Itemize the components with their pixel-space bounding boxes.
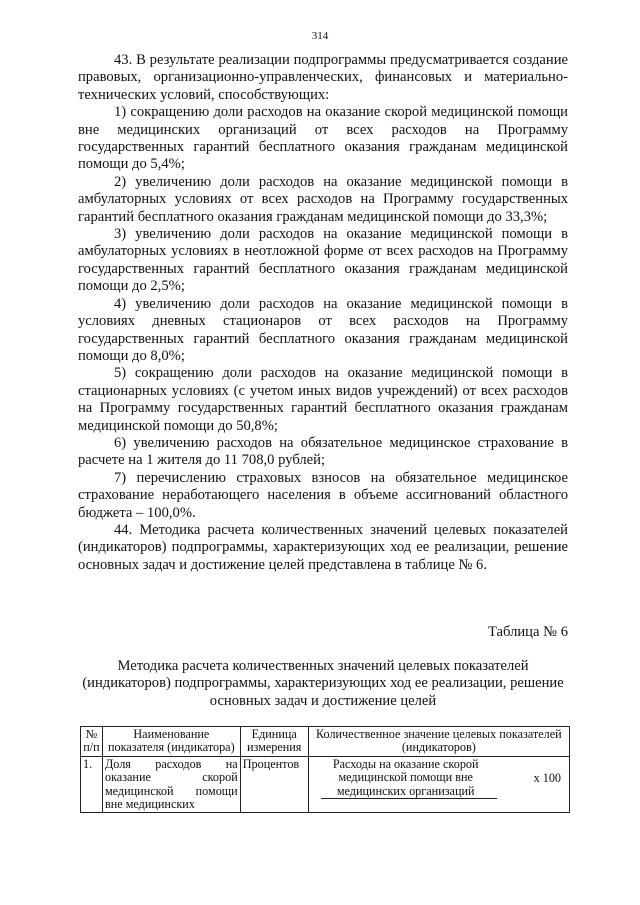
table-container xyxy=(80,726,570,836)
cell-unit: Процентов xyxy=(240,756,308,813)
formula-multiplier: х 100 xyxy=(533,770,561,785)
list-item: 7) перечислению страховых взносов на обязательное медицинское страхование неработающего населения в объеме ассигнований областного бюджета – 100,0%. xyxy=(78,469,568,521)
paragraph-43: 43. В результате реализации подпрограммы предусматривается создание правовых, организационно-управленческих, финансовых и материально-технических условий, способствующих: xyxy=(78,52,568,103)
header-value: Количественное значение целевых показателей (индикаторов) xyxy=(308,727,569,757)
list-item: 2) увеличению доли расходов на оказание медицинской помощи в амбулаторных условиях от всех расходов на Программу государственных гарантий бесплатного оказания гражданам медицинской помощи до 33,3%; xyxy=(78,173,568,225)
body-text xyxy=(78,52,568,574)
formula-numerator: Расходы на оказание скорой медицинской помощи вне медицинских организаций xyxy=(332,756,479,798)
table-row xyxy=(81,756,570,813)
paragraph-44: 44. Методика расчета количественных значений целевых показателей (индикаторов) подпрограммы, характеризующих ход ее реализации, решение основных задач и достижение целей представлена в таблице № 6. xyxy=(78,521,568,573)
list-item: 4) увеличению доли расходов на оказание медицинской помощи в условиях дневных стационаров от всех расходов на Программу государственных гарантий бесплатного оказания гражданам медицинской помощи до 8,0%; xyxy=(78,295,568,364)
cell-name: Доля расходов на оказание скорой медицинской помощи вне медицинских xyxy=(102,756,240,813)
list-item: 3) увеличению доли расходов на оказание медицинской помощи в амбулаторных условиях в неотложной форме от всех расходов на Программу государственных гарантий бесплатного оказания гражданам медицинской помощи до 2,5%; xyxy=(78,226,568,295)
table-title: Методика расчета количественных значений целевых показателей (индикаторов) подпрограммы, характеризующих ход ее реализации, решение основных задач и достижение целей xyxy=(82,658,564,709)
indicator-table xyxy=(80,726,570,813)
header-unit: Единица измерения xyxy=(240,727,308,757)
list-item: 5) сокращению доли расходов на оказание медицинской помощи в стационарных условиях (с учетом иных видов учреждений) от всех расходов на Программу государственных гарантий бесплатного оказания гражданам медицинской помощи до 50,8%; xyxy=(78,365,568,434)
cell-num: 1. xyxy=(81,756,103,813)
list-item: 6) увеличению расходов на обязательное медицинское страхование в расчете на 1 жителя до 11 708,0 рублей; xyxy=(78,434,568,469)
fraction-line xyxy=(321,798,497,799)
cell-formula xyxy=(308,756,569,813)
page-number: 314 xyxy=(311,30,329,42)
table-label: Таблица № 6 xyxy=(488,624,568,640)
table-header-row xyxy=(81,727,570,757)
header-name: Наименование показателя (индикатора) xyxy=(102,727,240,757)
list-item: 1) сокращению доли расходов на оказание скорой медицинской помощи вне медицинских организаций от всех расходов на Программу государственных гарантий бесплатного оказания гражданам медицинской помощи до 5,4%; xyxy=(78,104,568,173)
header-num: № п/п xyxy=(81,727,103,757)
